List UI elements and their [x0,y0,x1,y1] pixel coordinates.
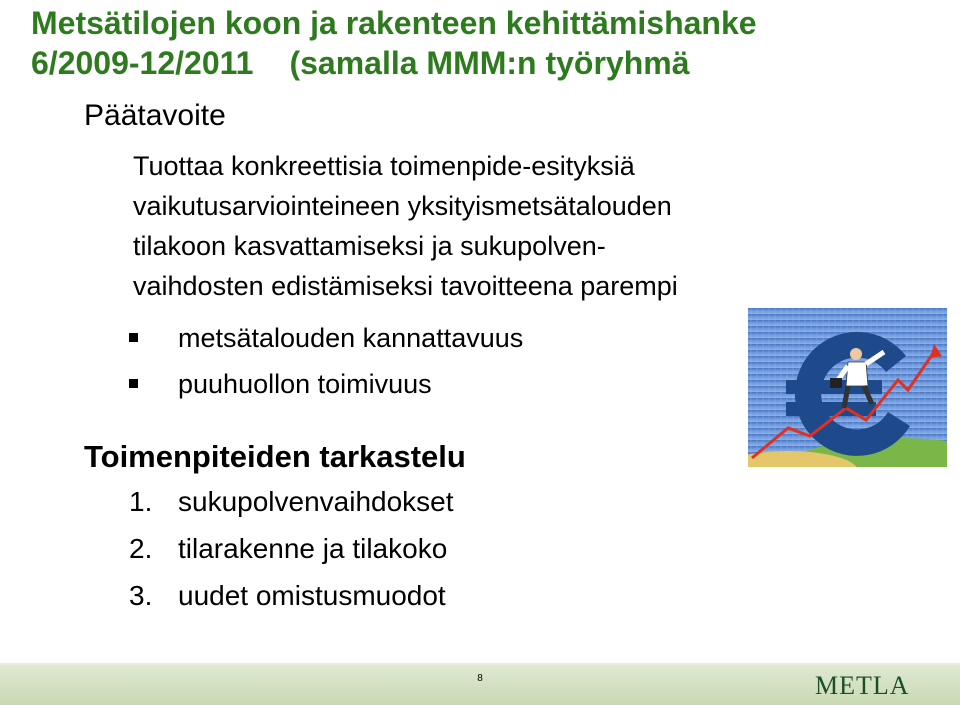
list-text: tilarakenne ja tilakoko [178,533,448,564]
bullet-text: metsätalouden kannattavuus [178,323,524,353]
goal-line: vaikutusarviointeineen yksityismetsätalouden [133,191,672,221]
main-goal-text [133,146,853,306]
goal-line: Tuottaa konkreettisia toimenpide-esityksiä [133,151,635,181]
list-number: 3. [129,580,153,611]
list-number: 2. [129,533,153,564]
square-bullet-icon [129,379,138,388]
square-bullet-icon [129,333,138,342]
metla-logo: METLA [815,671,910,700]
title-subtitle: (samalla MMM:n työryhmä [289,45,690,81]
actions-heading: Toimenpiteiden tarkastelu [84,439,466,474]
title-line-1: Metsätilojen koon ja rakenteen kehittämishanke [31,5,757,41]
list-text: uudet omistusmuodot [178,580,446,611]
euro-growth-clipart [748,308,947,467]
title-period: 6/2009-12/2011 [31,45,254,81]
main-goal-heading: Päätavoite [84,99,226,132]
slide-title [31,3,931,83]
bullet-text: puuhuollon toimivuus [178,369,432,399]
goal-line: vaihdosten edistämiseksi tavoitteena parempi [133,271,678,301]
list-text: sukupolvenvaihdokset [178,486,454,517]
list-number: 1. [129,486,153,517]
goal-line: tilakoon kasvattamiseksi ja sukupolven- [133,231,606,261]
page-number: 8 [477,673,483,684]
title-line-2 [31,43,931,83]
